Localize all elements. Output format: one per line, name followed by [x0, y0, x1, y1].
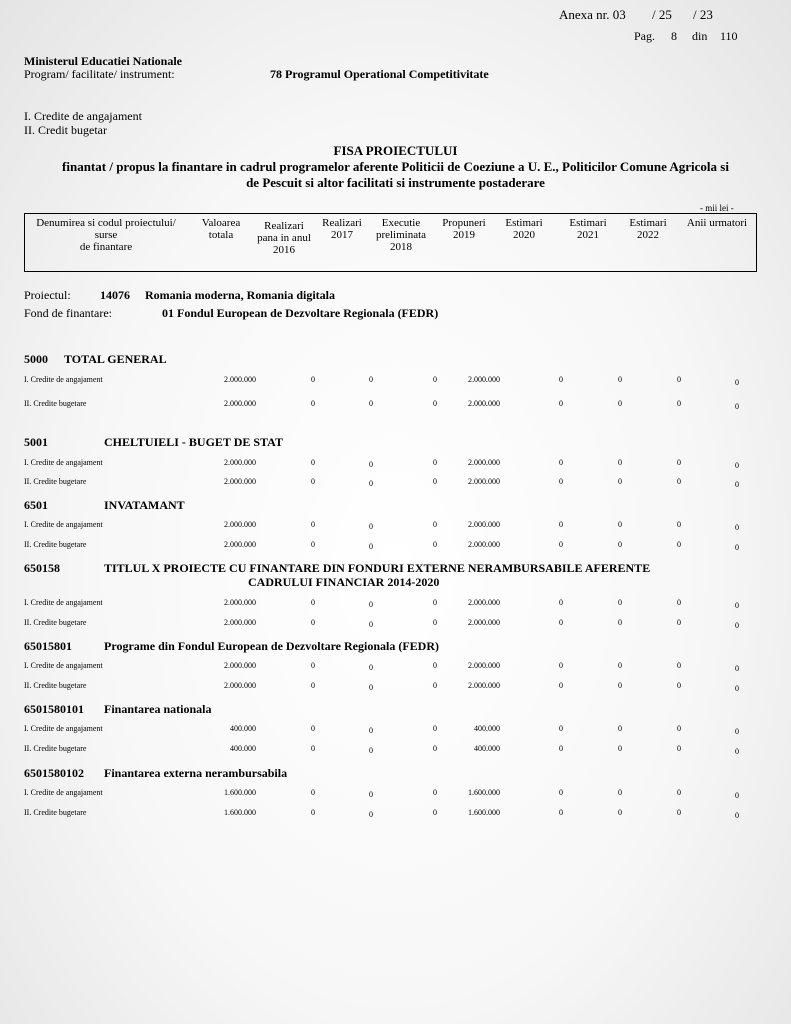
project-label: Proiectul: — [24, 288, 71, 302]
table-cell-value: 0 — [311, 375, 315, 384]
row-label: II. Credite bugetare — [24, 681, 87, 690]
table-cell-value: 0 — [677, 681, 681, 690]
table-cell-value: 0 — [433, 375, 437, 384]
annex-label: Anexa nr. 03 — [559, 7, 626, 22]
program-label: Program/ facilitate/ instrument: — [24, 67, 175, 81]
table-cell-value: 0 — [735, 684, 739, 693]
table-cell-value: 0 — [735, 480, 739, 489]
table-cell-value: 0 — [433, 618, 437, 627]
table-cell-value: 0 — [559, 724, 563, 733]
table-cell-value: 0 — [369, 683, 373, 692]
col-header-realizari-2017: Realizari 2017 — [322, 217, 362, 241]
row-label: I. Credite de angajament — [24, 724, 103, 733]
table-cell-value: 0 — [618, 375, 622, 384]
section-code: 5001 — [24, 435, 48, 449]
table-cell-value: 0 — [311, 744, 315, 753]
table-cell-value: 1.600.000 — [224, 788, 256, 797]
table-cell-value: 2.000.000 — [224, 681, 256, 690]
col-header-estimari-2022: Estimari 2022 — [629, 217, 667, 241]
table-cell-value: 0 — [559, 540, 563, 549]
table-cell-value: 0 — [618, 808, 622, 817]
row-label: I. Credite de angajament — [24, 598, 103, 607]
table-cell-value: 2.000.000 — [468, 661, 500, 670]
table-cell-value: 2.000.000 — [468, 540, 500, 549]
table-cell-value: 2.000.000 — [468, 399, 500, 408]
table-cell-value: 0 — [677, 788, 681, 797]
section-title: TOTAL GENERAL — [64, 352, 167, 366]
table-cell-value: 0 — [618, 540, 622, 549]
col-header-name: Denumirea si codul proiectului/ surse de finantare — [36, 217, 176, 253]
table-cell-value: 1.600.000 — [468, 808, 500, 817]
table-cell-value: 2.000.000 — [224, 540, 256, 549]
table-cell-value: 0 — [735, 747, 739, 756]
section-code: 6501580101 — [24, 702, 84, 716]
table-cell-value: 2.000.000 — [224, 661, 256, 670]
table-cell-value: 0 — [618, 477, 622, 486]
table-cell-value: 0 — [559, 808, 563, 817]
table-cell-value: 0 — [735, 543, 739, 552]
table-cell-value: 0 — [311, 477, 315, 486]
project-code: 14076 — [100, 288, 130, 302]
table-cell-value: 0 — [735, 621, 739, 630]
table-cell-value: 0 — [735, 727, 739, 736]
table-cell-value: 0 — [735, 523, 739, 532]
col-header-total-value: Valoarea totala — [201, 217, 241, 241]
annex-num-2: / 23 — [693, 7, 713, 22]
table-cell-value: 0 — [618, 788, 622, 797]
table-cell-value: 0 — [559, 458, 563, 467]
table-cell-value: 0 — [559, 477, 563, 486]
col-header-anii-urmatori: Anii urmatori — [686, 217, 748, 229]
table-cell-value: 0 — [677, 661, 681, 670]
table-cell-value: 0 — [618, 681, 622, 690]
table-cell-value: 0 — [618, 744, 622, 753]
table-cell-value: 2.000.000 — [468, 458, 500, 467]
table-cell-value: 0 — [618, 458, 622, 467]
table-cell-value: 0 — [677, 724, 681, 733]
row-label: II. Credite bugetare — [24, 744, 87, 753]
table-cell-value: 2.000.000 — [468, 598, 500, 607]
table-cell-value: 0 — [433, 540, 437, 549]
table-cell-value: 0 — [677, 477, 681, 486]
ministry-name: Ministerul Educatiei Nationale — [24, 54, 182, 68]
table-cell-value: 0 — [559, 681, 563, 690]
document-title: FISA PROIECTULUI — [333, 143, 458, 158]
table-cell-value: 0 — [559, 375, 563, 384]
table-cell-value: 0 — [433, 744, 437, 753]
table-cell-value: 2.000.000 — [224, 375, 256, 384]
table-cell-value: 2.000.000 — [468, 375, 500, 384]
table-cell-value: 0 — [311, 661, 315, 670]
table-cell-value: 0 — [735, 811, 739, 820]
row-label: I. Credite de angajament — [24, 458, 103, 467]
table-cell-value: 0 — [433, 724, 437, 733]
col-header-estimari-2020: Estimari 2020 — [505, 217, 543, 241]
table-cell-value: 0 — [735, 378, 739, 387]
table-cell-value: 0 — [311, 808, 315, 817]
row-label: I. Credite de angajament — [24, 375, 103, 384]
section-code: 6501580102 — [24, 766, 84, 780]
section-title: Finantarea nationala — [104, 702, 212, 716]
table-cell-value: 0 — [311, 458, 315, 467]
credit-type-i: I. Credite de angajament — [24, 109, 142, 123]
table-cell-value: 2.000.000 — [468, 520, 500, 529]
section-code: 6501 — [24, 498, 48, 512]
table-cell-value: 0 — [559, 598, 563, 607]
program-value: 78 Programul Operational Competitivitate — [270, 67, 489, 81]
table-cell-value: 400.000 — [474, 744, 500, 753]
table-cell-value: 0 — [311, 520, 315, 529]
table-cell-value: 0 — [618, 598, 622, 607]
table-cell-value: 0 — [559, 744, 563, 753]
fund-value: 01 Fondul European de Dezvoltare Regionala (FEDR) — [162, 306, 439, 320]
table-cell-value: 0 — [677, 375, 681, 384]
table-cell-value: 0 — [369, 375, 373, 384]
table-cell-value: 0 — [618, 618, 622, 627]
table-cell-value: 0 — [433, 520, 437, 529]
table-cell-value: 0 — [433, 661, 437, 670]
section-title: TITLUL X PROIECTE CU FINANTARE DIN FONDURI EXTERNE NERAMBURSABILE AFERENTE — [104, 561, 651, 575]
table-cell-value: 0 — [559, 661, 563, 670]
table-cell-value: 0 — [311, 681, 315, 690]
table-cell-value: 400.000 — [474, 724, 500, 733]
table-cell-value: 0 — [433, 458, 437, 467]
table-cell-value: 0 — [369, 620, 373, 629]
col-header-executie-2018: Executie preliminata 2018 — [375, 217, 427, 253]
table-cell-value: 0 — [311, 788, 315, 797]
table-cell-value: 0 — [311, 724, 315, 733]
unit-label: - mii lei - — [700, 203, 734, 213]
table-cell-value: 0 — [735, 664, 739, 673]
table-cell-value: 0 — [735, 461, 739, 470]
page-number: 8 — [671, 29, 677, 43]
table-cell-value: 0 — [433, 477, 437, 486]
row-label: II. Credite bugetare — [24, 618, 87, 627]
row-label: II. Credite bugetare — [24, 399, 87, 408]
row-label: I. Credite de angajament — [24, 520, 103, 529]
table-cell-value: 0 — [369, 663, 373, 672]
table-cell-value: 2.000.000 — [224, 598, 256, 607]
table-cell-value: 0 — [677, 520, 681, 529]
table-cell-value: 0 — [369, 399, 373, 408]
section-title: CHELTUIELI - BUGET DE STAT — [104, 435, 283, 449]
section-title: INVATAMANT — [104, 498, 185, 512]
table-cell-value: 1.600.000 — [224, 808, 256, 817]
table-cell-value: 0 — [677, 808, 681, 817]
row-label: II. Credite bugetare — [24, 808, 87, 817]
table-cell-value: 0 — [433, 788, 437, 797]
table-cell-value: 0 — [369, 810, 373, 819]
table-cell-value: 0 — [369, 790, 373, 799]
table-cell-value: 0 — [311, 598, 315, 607]
table-cell-value: 0 — [311, 540, 315, 549]
table-cell-value: 0 — [433, 399, 437, 408]
section-title-line2: CADRULUI FINANCIAR 2014-2020 — [248, 575, 440, 589]
table-cell-value: 400.000 — [230, 724, 256, 733]
table-cell-value: 2.000.000 — [468, 681, 500, 690]
table-cell-value: 1.600.000 — [468, 788, 500, 797]
annex-num-1: / 25 — [652, 7, 672, 22]
table-cell-value: 0 — [677, 618, 681, 627]
table-cell-value: 0 — [369, 600, 373, 609]
table-cell-value: 0 — [735, 601, 739, 610]
section-title: Finantarea externa nerambursabila — [104, 766, 288, 780]
table-cell-value: 0 — [369, 522, 373, 531]
table-cell-value: 2.000.000 — [224, 477, 256, 486]
table-cell-value: 0 — [677, 540, 681, 549]
table-cell-value: 0 — [311, 618, 315, 627]
table-cell-value: 0 — [677, 598, 681, 607]
fund-label: Fond de finantare: — [24, 306, 112, 320]
table-cell-value: 0 — [311, 399, 315, 408]
row-label: II. Credite bugetare — [24, 477, 87, 486]
document-subtitle-line2: de Pescuit si altor facilitati si instrumente postaderare — [246, 175, 545, 190]
table-cell-value: 0 — [559, 788, 563, 797]
page-label: Pag. — [634, 29, 655, 43]
col-header-estimari-2021: Estimari 2021 — [569, 217, 607, 241]
table-cell-value: 0 — [677, 399, 681, 408]
table-cell-value: 0 — [677, 458, 681, 467]
section-title: Programe din Fondul European de Dezvoltare Regionala (FEDR) — [104, 639, 439, 653]
table-cell-value: 2.000.000 — [224, 399, 256, 408]
table-cell-value: 2.000.000 — [224, 520, 256, 529]
table-cell-value: 0 — [433, 808, 437, 817]
page-of-label: din — [692, 29, 708, 43]
table-cell-value: 0 — [618, 724, 622, 733]
table-cell-value: 0 — [369, 460, 373, 469]
table-cell-value: 0 — [433, 681, 437, 690]
table-cell-value: 400.000 — [230, 744, 256, 753]
section-code: 5000 — [24, 352, 48, 366]
row-label: I. Credite de angajament — [24, 788, 103, 797]
project-name: Romania moderna, Romania digitala — [145, 288, 336, 302]
table-cell-value: 0 — [735, 791, 739, 800]
section-code: 650158 — [24, 561, 60, 575]
table-cell-value: 0 — [369, 479, 373, 488]
col-header-realizari-2016: Realizari pana in anul 2016 — [257, 220, 311, 256]
table-cell-value: 0 — [735, 402, 739, 411]
table-cell-value: 0 — [559, 399, 563, 408]
table-cell-value: 0 — [433, 598, 437, 607]
credit-type-ii: II. Credit bugetar — [24, 123, 107, 137]
table-cell-value: 0 — [618, 520, 622, 529]
table-cell-value: 2.000.000 — [224, 458, 256, 467]
table-cell-value: 2.000.000 — [468, 618, 500, 627]
col-header-propuneri-2019: Propuneri 2019 — [442, 217, 486, 241]
table-cell-value: 2.000.000 — [468, 477, 500, 486]
table-cell-value: 0 — [559, 618, 563, 627]
table-cell-value: 0 — [618, 661, 622, 670]
table-cell-value: 0 — [369, 726, 373, 735]
table-cell-value: 0 — [559, 520, 563, 529]
table-cell-value: 0 — [618, 399, 622, 408]
row-label: I. Credite de angajament — [24, 661, 103, 670]
row-label: II. Credite bugetare — [24, 540, 87, 549]
page-total: 110 — [720, 29, 738, 43]
document-subtitle-line1: finantat / propus la finantare in cadrul programelor aferente Politicii de Coeziune a U. E., Politicilor Comune Agricola si — [62, 159, 729, 174]
table-cell-value: 0 — [369, 542, 373, 551]
table-cell-value: 0 — [677, 744, 681, 753]
table-cell-value: 2.000.000 — [224, 618, 256, 627]
section-code: 65015801 — [24, 639, 72, 653]
table-cell-value: 0 — [369, 746, 373, 755]
